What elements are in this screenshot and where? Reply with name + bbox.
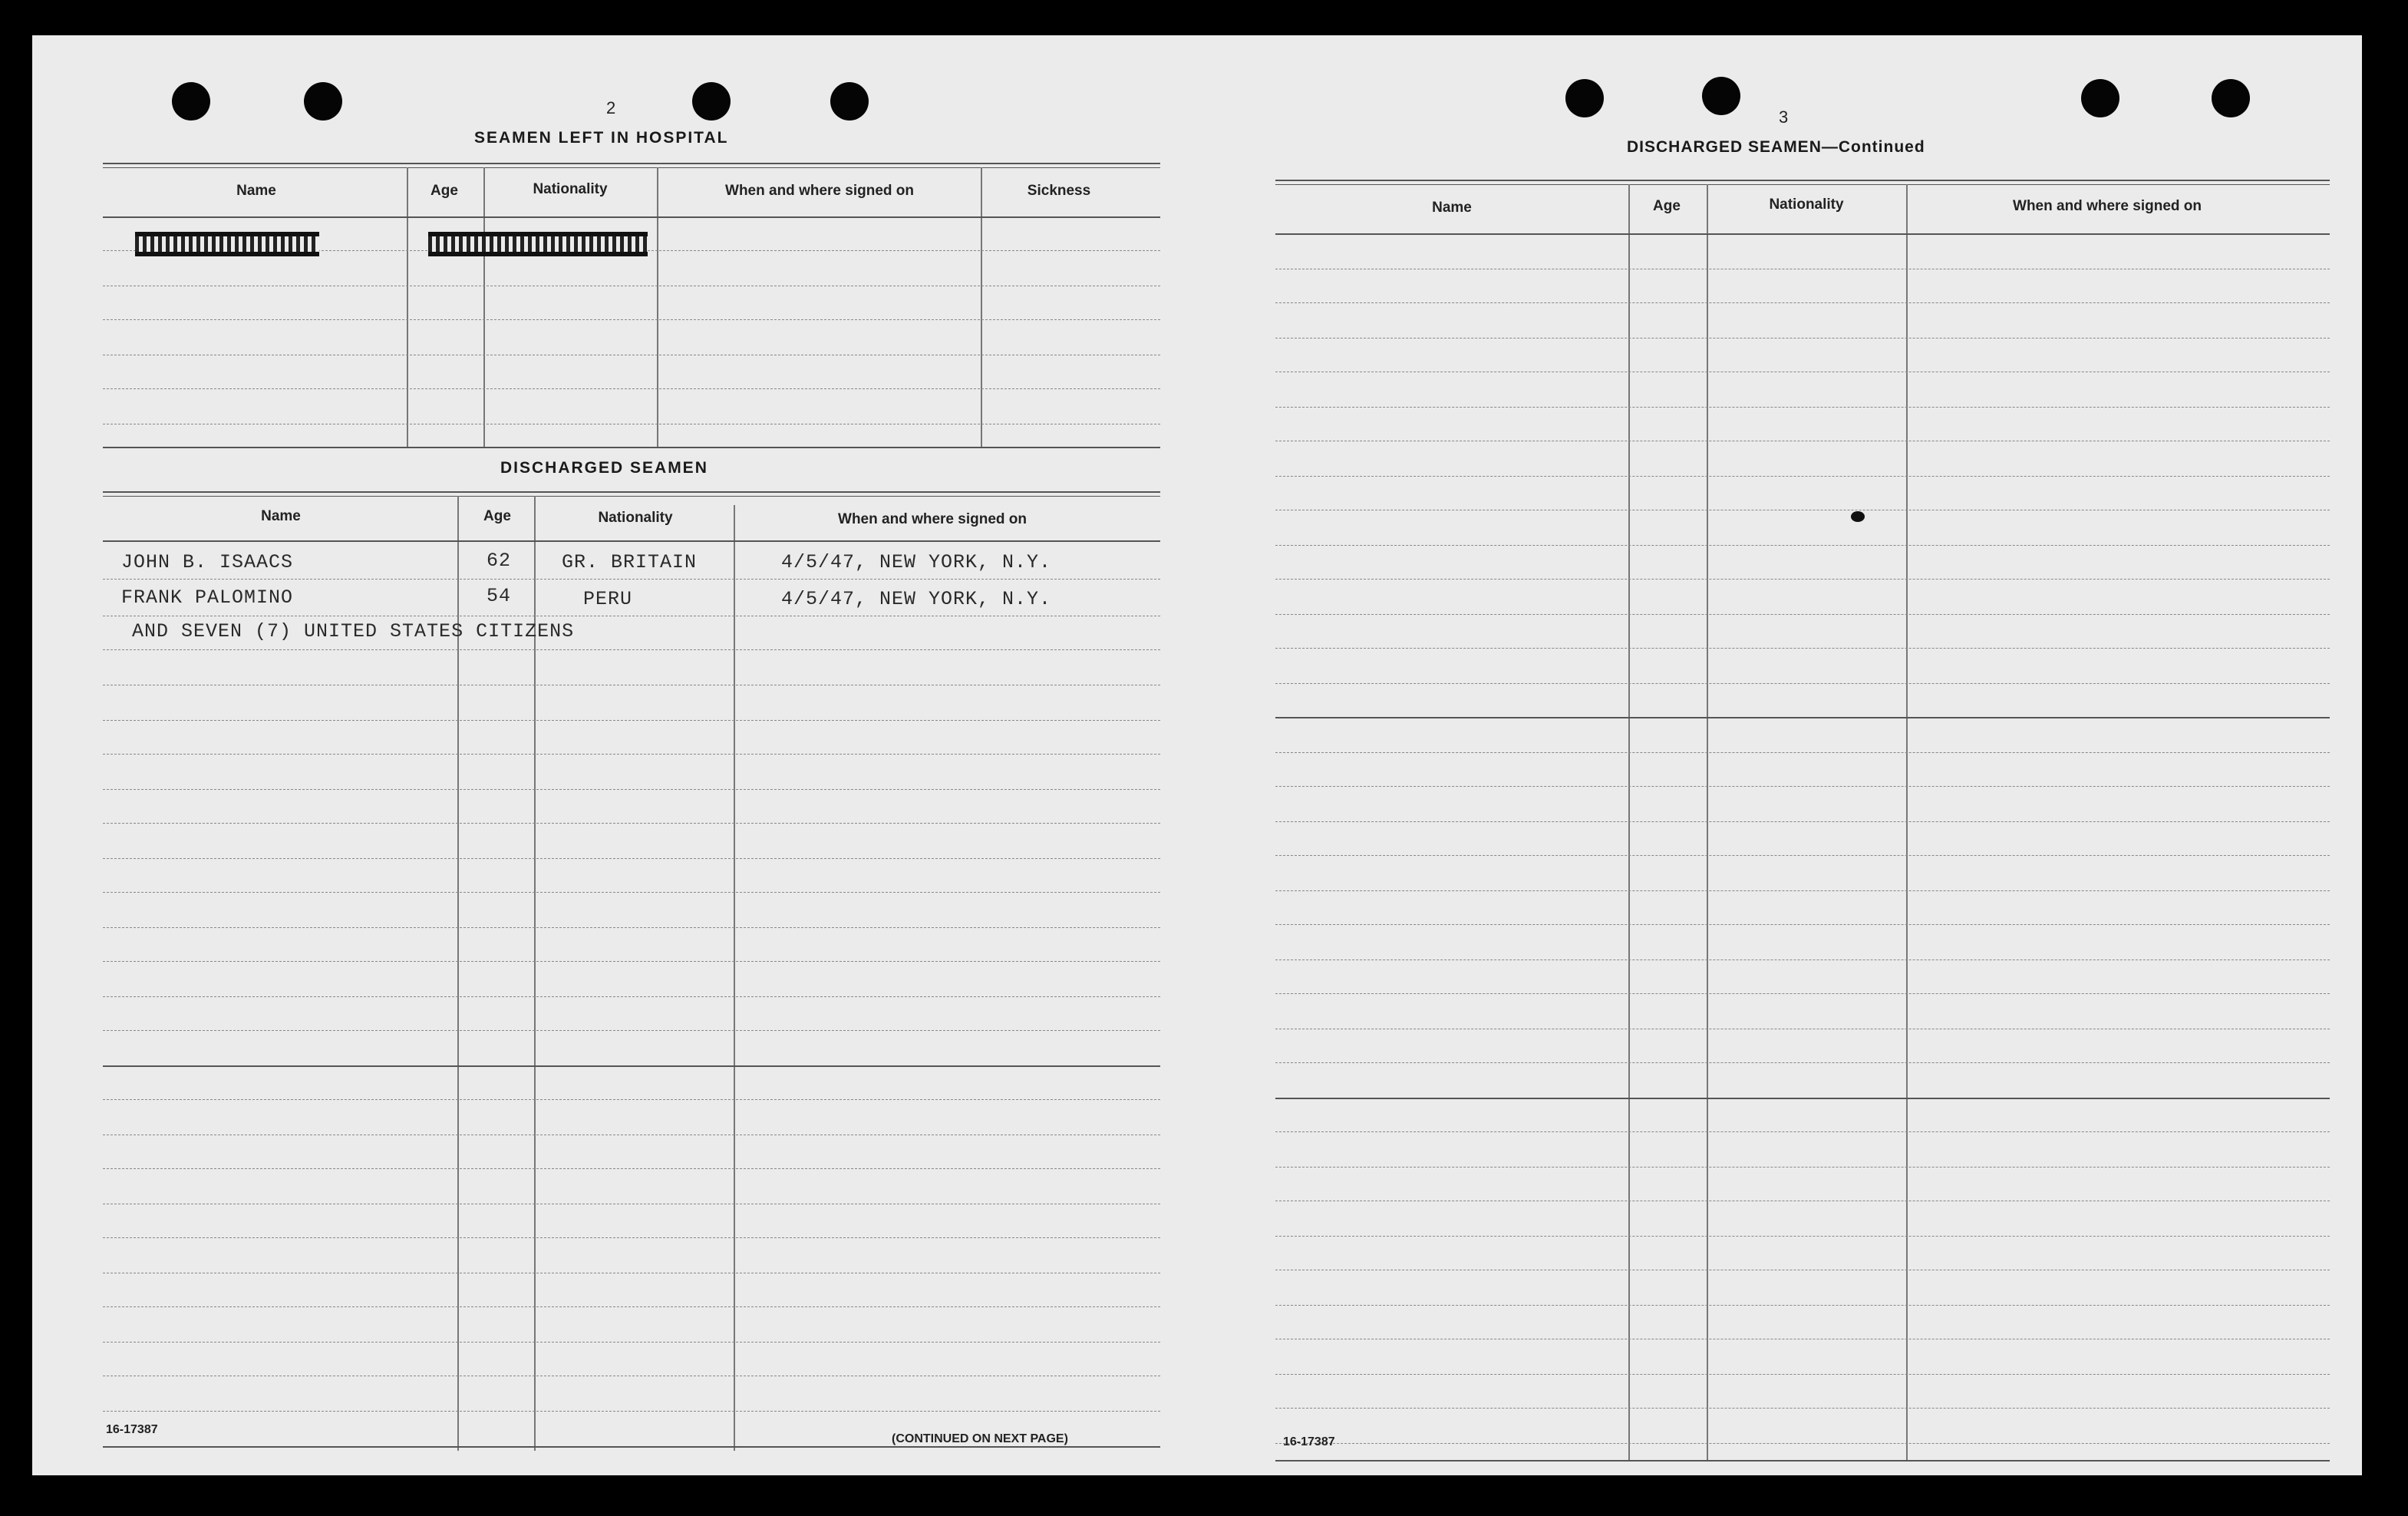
page-number: 3: [1779, 107, 1789, 127]
ink-blot: [1851, 511, 1865, 522]
right-header-signed-on: When and where signed on: [2013, 198, 2202, 214]
hospital-header-signed-on: When and where signed on: [725, 183, 914, 199]
seaman-age: 54: [487, 585, 512, 607]
punch-hole: [830, 82, 869, 121]
right-header-name: Name: [1432, 200, 1472, 216]
punch-hole: [2081, 79, 2119, 117]
seaman-name: JOHN B. ISAACS: [121, 551, 294, 573]
struck-out-entry: [428, 232, 648, 256]
seaman-name: FRANK PALOMINO: [121, 586, 294, 609]
struck-out-entry: [135, 232, 319, 256]
seaman-nationality: PERU: [583, 588, 633, 610]
hospital-section-title: SEAMEN LEFT IN HOSPITAL: [474, 129, 729, 147]
page-number: 2: [606, 98, 616, 117]
hospital-header-nationality: Nationality: [533, 181, 608, 197]
punch-hole: [1565, 79, 1604, 117]
form-number: 16-17387: [106, 1423, 158, 1436]
hospital-table-top-rule: [103, 163, 1160, 164]
discharged-header-signed-on: When and where signed on: [838, 511, 1027, 527]
seaman-age: 62: [487, 550, 512, 572]
discharged-header-age: Age: [483, 508, 511, 524]
seaman-nationality: GR. BRITAIN: [562, 551, 698, 573]
right-header-age: Age: [1653, 198, 1681, 214]
punch-hole: [1702, 77, 1740, 115]
discharged-header-name: Name: [261, 508, 301, 524]
form-number: 16-17387: [1283, 1435, 1335, 1448]
discharged-section-title: DISCHARGED SEAMEN: [500, 459, 708, 477]
discharged-header-nationality: Nationality: [598, 510, 673, 526]
discharged-note: AND SEVEN (7) UNITED STATES CITIZENS: [132, 620, 575, 642]
punch-hole: [172, 82, 210, 121]
continued-note: (CONTINUED ON NEXT PAGE): [892, 1432, 1068, 1445]
punch-hole: [304, 82, 342, 121]
punch-hole: [2212, 79, 2250, 117]
seaman-signed-on: 4/5/47, NEW YORK, N.Y.: [781, 551, 1052, 573]
ledger-sheet: [32, 35, 2362, 1475]
right-header-nationality: Nationality: [1769, 197, 1844, 213]
hospital-header-age: Age: [430, 183, 458, 199]
hospital-header-sickness: Sickness: [1027, 183, 1091, 199]
hospital-header-name: Name: [236, 183, 276, 199]
right-section-title: DISCHARGED SEAMEN—Continued: [1627, 138, 1925, 156]
punch-hole: [692, 82, 731, 121]
seaman-signed-on: 4/5/47, NEW YORK, N.Y.: [781, 588, 1052, 610]
